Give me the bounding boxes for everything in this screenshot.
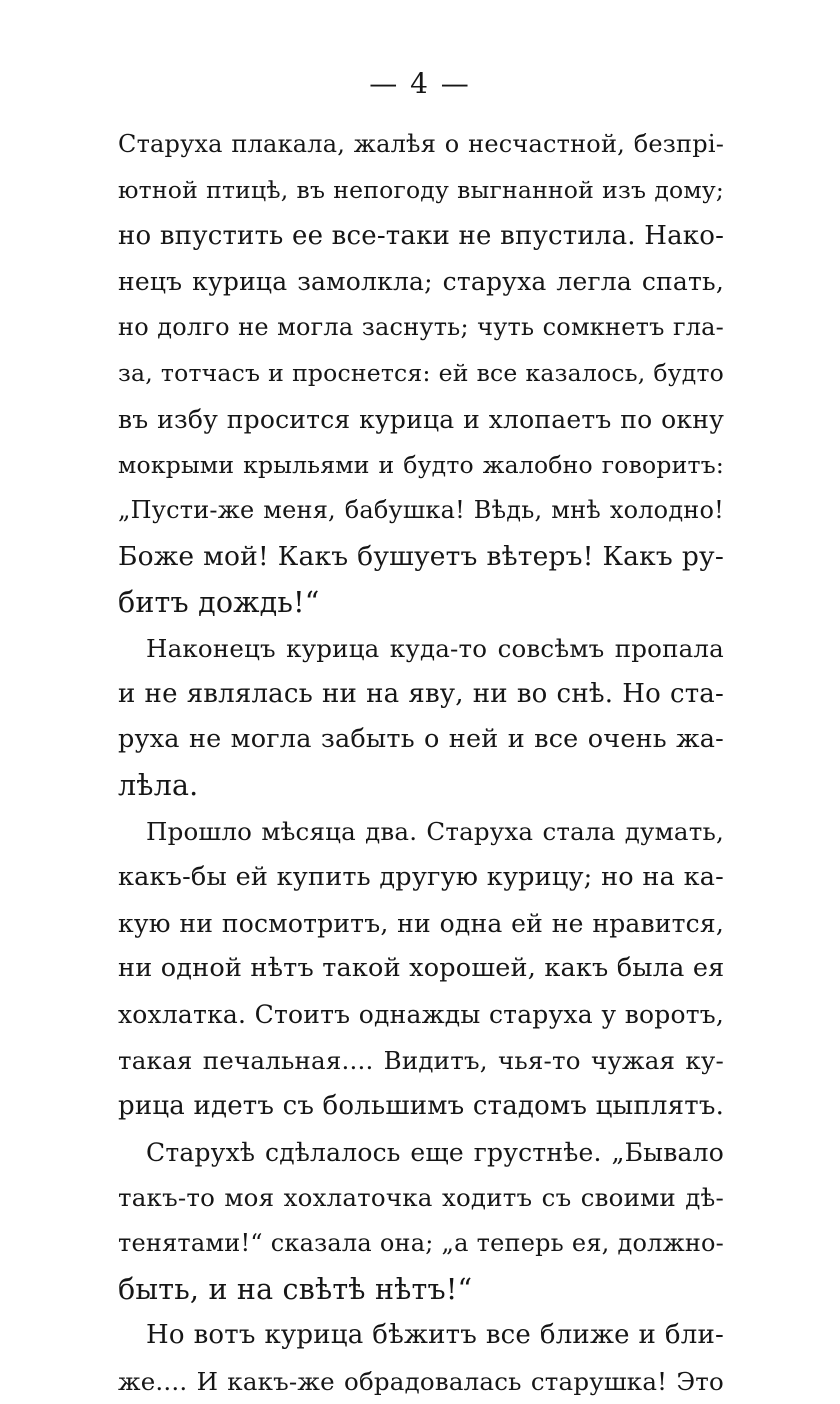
paragraph: [118, 122, 724, 626]
text-line: рица идетъ съ большимъ стадомъ цыплятъ.: [118, 1090, 725, 1121]
paragraph: [118, 1313, 724, 1404]
text-line: мокрыми крыльями и будто жалобно говоритъ:: [118, 450, 724, 479]
paragraph: [118, 809, 724, 1130]
text-line: тенятами!“ сказала она; „а теперь ея, должно-: [118, 1229, 724, 1258]
text-line: Старуха плакала, жалѣя о несчастной, безпрі-: [118, 130, 724, 158]
text-line: Боже мой! Какъ бушуетъ вѣтеръ! Какъ ру-: [118, 541, 724, 573]
text-line: ютной птицѣ, въ непогоду выгнанной изъ дому;: [118, 175, 724, 204]
text-line: нецъ курица замолкла; старуха легла спать,: [118, 267, 724, 297]
text-line: Прошло мѣсяца два. Старуха стала думать,: [146, 816, 724, 846]
text-line: и не являлась ни на яву, ни во снѣ. Но ста-: [118, 678, 724, 709]
text-line: битъ дождь!“: [118, 585, 320, 619]
text-line: за, тотчасъ и проснется: ей все казалось, будто: [118, 358, 724, 387]
page-number: — 4 —: [369, 67, 471, 100]
text-line: руха не могла забыть о ней и все очень жа-: [118, 724, 724, 755]
body-text: [118, 122, 724, 1404]
text-line: кую ни посмотритъ, ни одна ей не нравится,: [118, 908, 724, 938]
text-line: такъ-то моя хохлаточка ходитъ съ своими дѣ-: [118, 1183, 724, 1213]
paragraph: [118, 1130, 724, 1313]
text-line: Но вотъ курица бѣжитъ все ближе и бли-: [146, 1319, 724, 1350]
text-line: но впустить ее все-таки не впустила. Нако-: [118, 220, 725, 251]
paragraph: [118, 626, 724, 809]
text-line: „Пусти-же меня, бабушка! Вѣдь, мнѣ холодно!: [118, 496, 724, 525]
text-line: быть, и на свѣтѣ нѣтъ!“: [118, 1272, 473, 1306]
text-line: такая печальная.... Видитъ, чья-то чужая ку-: [118, 1045, 724, 1075]
text-line: лѣла.: [118, 769, 199, 803]
text-line: же.... И какъ-же обрадовалась старушка! Это: [118, 1366, 724, 1396]
text-line: хохлатка. Стоитъ однажды старуха у воротъ,: [118, 1000, 724, 1030]
text-line: ни одной нѣтъ такой хорошей, какъ была ея: [118, 953, 725, 984]
text-line: Старухѣ сдѣлалось еще грустнѣе. „Бывало: [146, 1137, 724, 1167]
text-line: но долго не могла заснуть; чуть сомкнетъ гла-: [118, 313, 724, 342]
text-line: Наконецъ курица куда-то совсѣмъ пропала: [146, 633, 724, 663]
text-line: какъ-бы ей купить другую курицу; но на ка-: [118, 861, 724, 892]
text-line: въ избу просится курица и хлопаетъ по окну: [118, 404, 724, 434]
